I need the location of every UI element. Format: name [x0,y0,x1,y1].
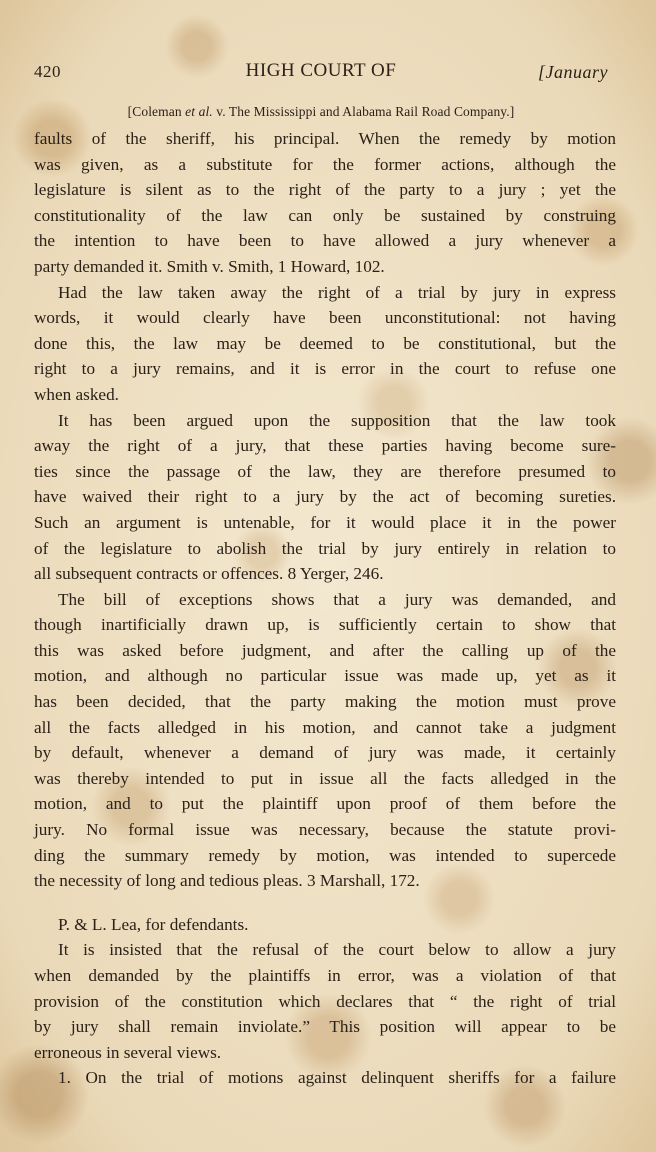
paragraph-spacer [34,894,616,912]
text-line: all the facts alledged in his motion, and cannot take a judgment [34,717,616,737]
text-line: The bill of exceptions shows that a jury was demanded, and [58,589,616,609]
text-line: words, it would clearly have been unconstitutional: not having [34,308,616,328]
text-line: this was asked before judgment, and after the calling up of the [34,640,616,660]
text-line: Such an argument is untenable, for it would place it in the power [34,512,616,532]
case-caption-rest: v. The Mississippi and Alabama Rail Road Company.] [212,104,515,119]
body-text [34,126,616,1091]
text-line: motion, and to put the plaintiff upon proof of them before the [34,794,616,814]
text-line: legislature is silent as to the right of the party to a jury ; yet the [34,180,616,200]
text-line: has been decided, that the party making the motion must prove [34,692,616,712]
text-line: jury. No formal issue was necessary, because the statute provi- [34,820,616,840]
paragraph [34,587,616,894]
page-number: 420 [34,62,61,81]
text-line: right to a jury remains, and it is error in the court to refuse one [34,359,616,379]
text-line: done this, the law may be deemed to be constitutional, but the [34,333,616,353]
text-line: party demanded it. Smith v. Smith, 1 Howard, 102. [34,256,385,276]
text-line: by default, whenever a demand of jury was made, it certainly [34,743,616,763]
text-line: provision of the constitution which declares that “ the right of trial [34,991,616,1011]
paragraph [34,912,616,938]
text-line: the intention to have been to have allowed a jury whenever a [34,231,616,251]
text-line: motion, and although no particular issue was made up, yet as it [34,666,616,686]
text-line: P. & L. Lea, for defendants. [58,914,249,934]
text-line: faults of the sheriff, his principal. When the remedy by motion [34,129,616,148]
text-line: It is insisted that the refusal of the court below to allow a jury [58,940,616,960]
text-line: erroneous in several views. [34,1042,222,1062]
month-label: [January [538,62,608,82]
case-caption [34,104,608,120]
paragraph [34,1065,616,1091]
text-line: when demanded by the plaintiffs in error, was a violation of that [34,966,616,985]
text-line: away the right of a jury, that these parties having become sure- [34,436,616,456]
text-line: was given, as a substitute for the former actions, although the [34,154,616,174]
text-line: ties since the passage of the law, they are therefore presumed to [34,461,616,481]
case-caption-open: [Coleman [127,104,186,119]
text-line: all subsequent contracts or offences. 8 Yerger, 246. [34,564,384,584]
text-line: when asked. [34,384,119,404]
case-caption-etal: et al. [185,104,213,119]
paragraph [34,937,616,1065]
text-line: Had the law taken away the right of a trial by jury in express [58,282,616,302]
page-header [34,60,608,86]
text-line: was thereby intended to put in issue all the facts alledged in the [34,768,616,788]
text-line: though inartificially drawn up, is sufficiently certain to show that [34,615,616,635]
text-line: ding the summary remedy by motion, was intended to supercede [34,845,616,865]
paragraph [34,408,616,587]
text-line: by jury shall remain inviolate.” This position will appear to be [34,1017,616,1037]
text-line: constitutionality of the law can only be sustained by construing [34,205,616,225]
text-line: have waived their right to a jury by the act of becoming sureties. [34,487,616,507]
text-line: the necessity of long and tedious pleas. 3 Marshall, 172. [34,871,420,891]
running-head: HIGH COURT OF [245,60,397,81]
text-line: 1. On the trial of motions against delinquent sheriffs for a failure [58,1068,616,1088]
paragraph [34,280,616,408]
text-line: It has been argued upon the supposition that the law took [58,410,616,430]
text-line: of the legislature to abolish the trial by jury entirely in relation to [34,538,616,558]
paragraph [34,126,616,280]
